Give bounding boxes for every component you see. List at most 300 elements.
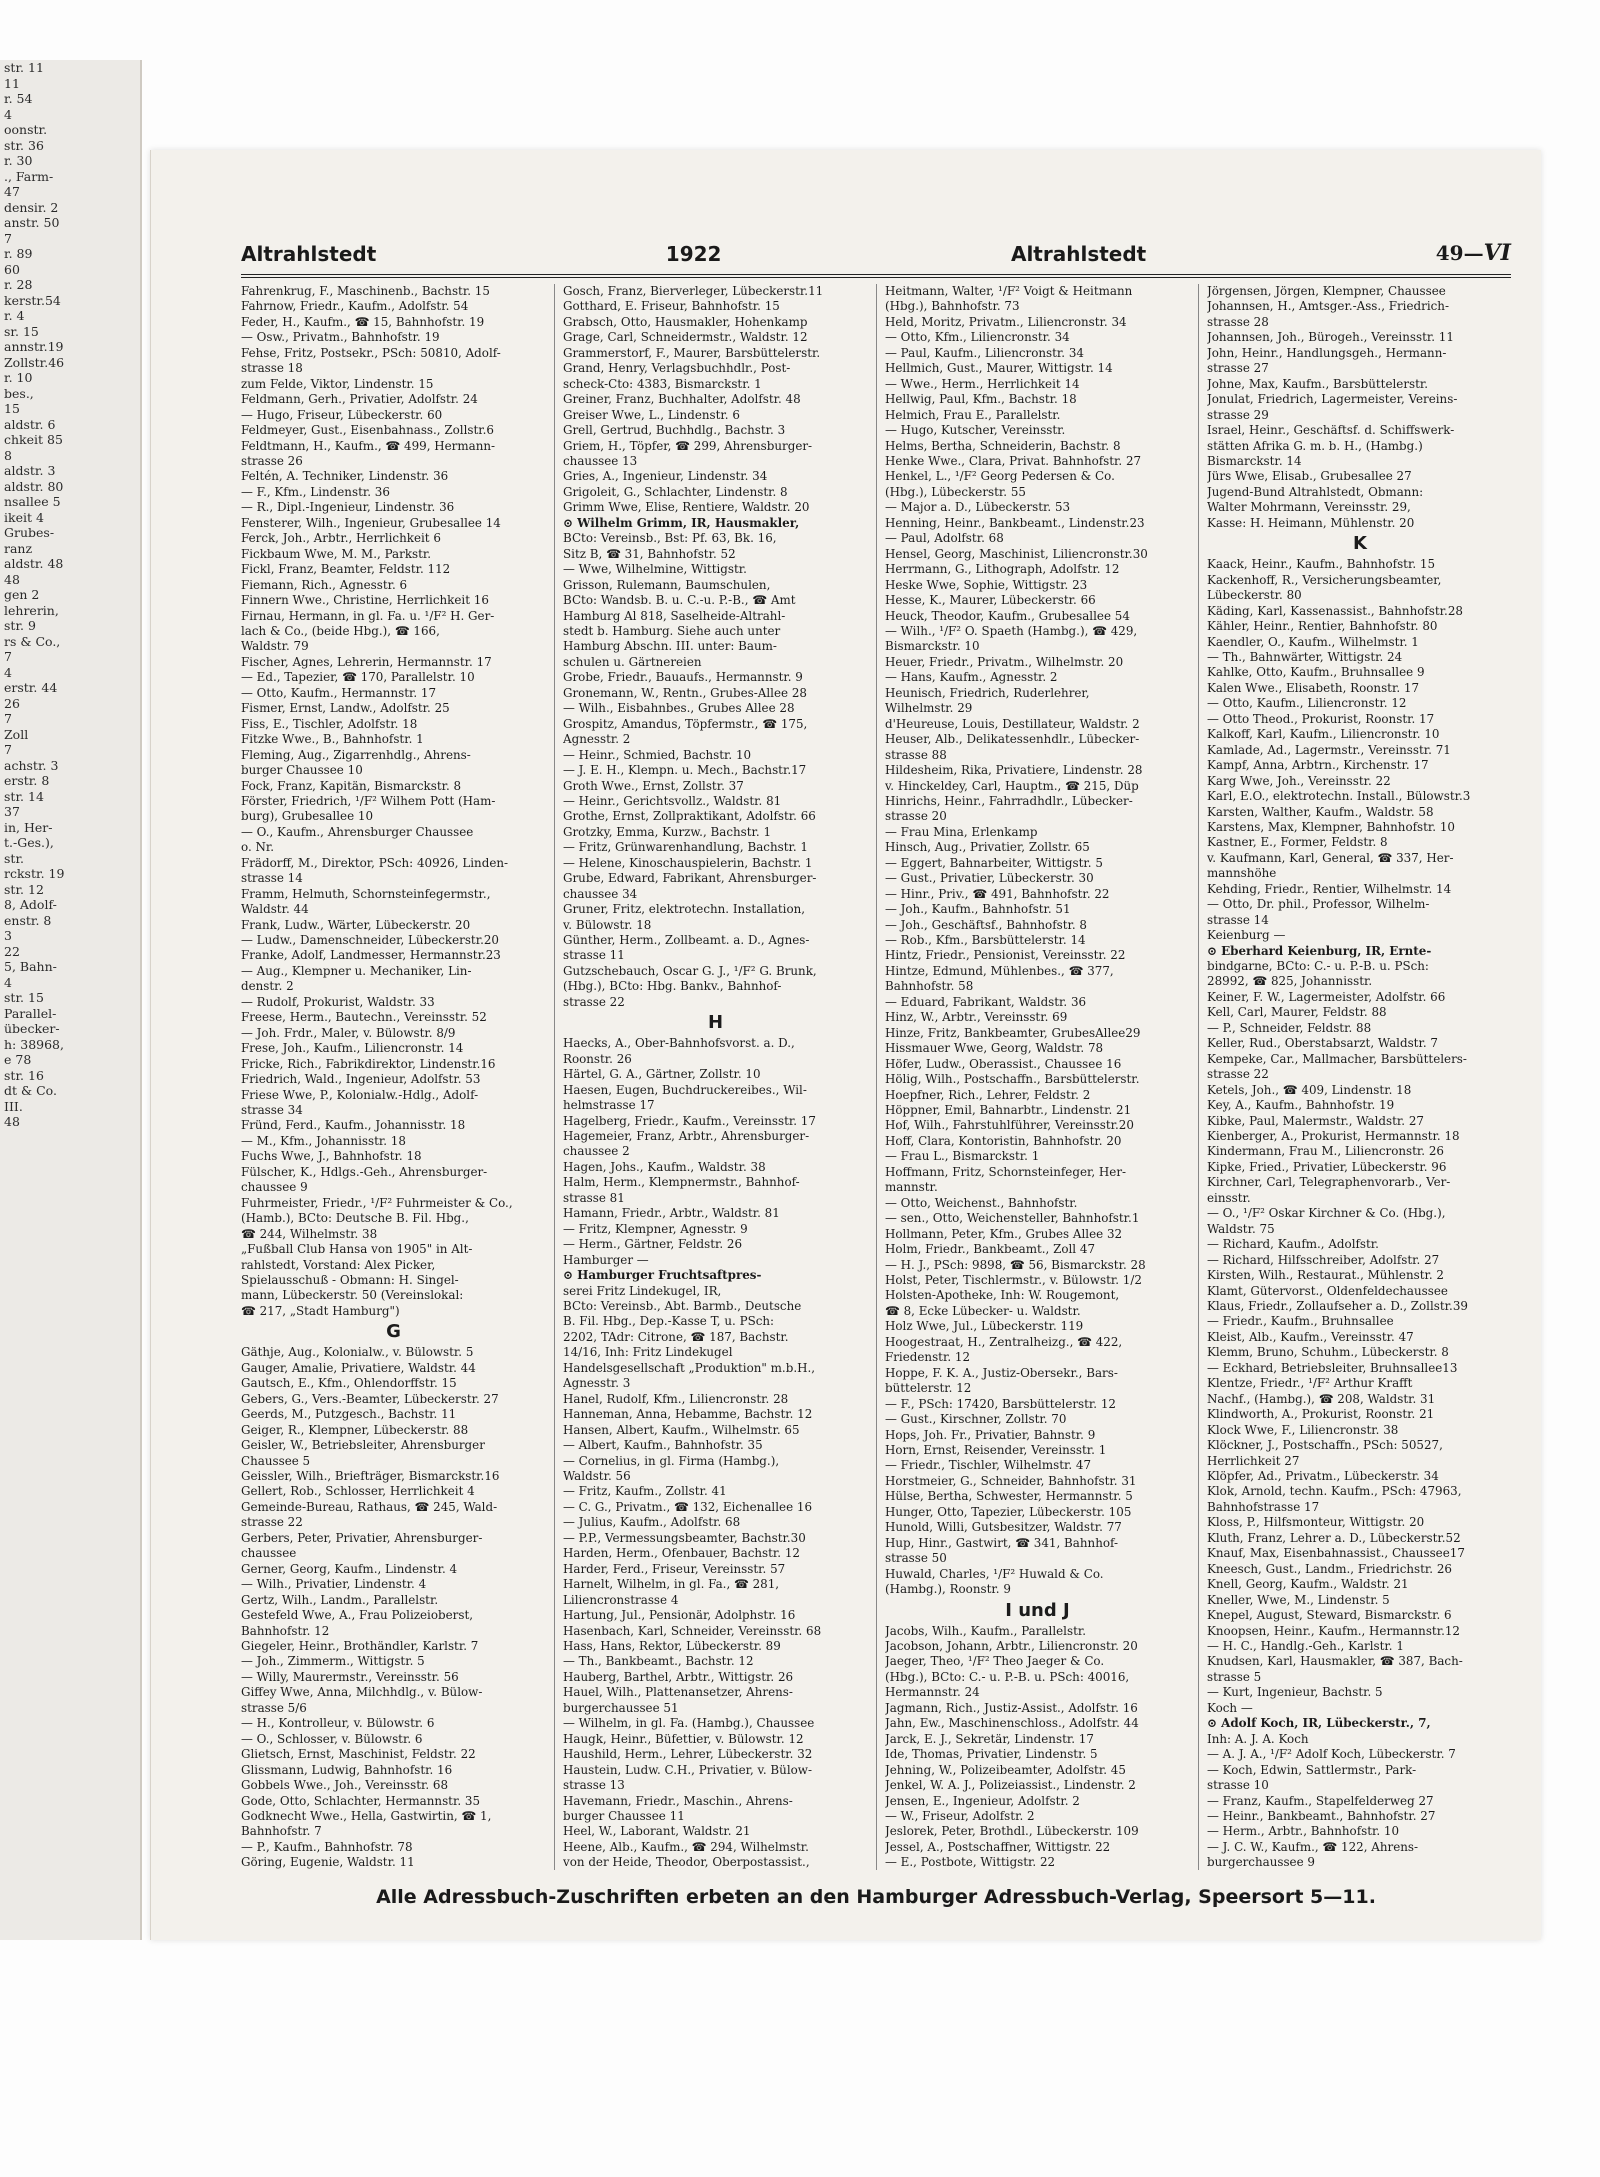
left-page-fragment: aldstr. 80 [4, 478, 64, 494]
left-page-edge [0, 60, 142, 1940]
directory-entry: Hamburger — [563, 1252, 649, 1267]
header-right-place: Altrahlstedt [1010, 242, 1147, 266]
directory-entry: Heunisch, Friedrich, Ruderlehrer, [885, 685, 1090, 700]
directory-entry: Koch — [1207, 1700, 1253, 1715]
directory-entry: Hamburg Abschn. III. unter: Baum- [563, 639, 777, 654]
directory-entry: — P., Schneider, Feldstr. 88 [1207, 1020, 1372, 1035]
directory-entry: serei Fritz Lindekugel, IR, [563, 1283, 722, 1298]
running-header [241, 230, 1511, 266]
directory-entry: Helmich, Frau E., Parallelstr. [885, 407, 1061, 422]
directory-entry: Ketels, Joh., ☎ 409, Lindenstr. 18 [1207, 1082, 1412, 1097]
directory-entry: chaussee 34 [563, 886, 638, 901]
directory-entry: — Heinr., Schmied, Bachstr. 10 [563, 747, 752, 762]
directory-entry: Hoogestraat, H., Zentralheizg., ☎ 422, [885, 1334, 1123, 1349]
directory-entry: Jehning, W., Polizeibeamter, Adolfstr. 45 [885, 1762, 1126, 1777]
directory-entry: — Eckhard, Betriebsleiter, Bruhnsallee13 [1207, 1360, 1458, 1375]
directory-entry: Hass, Hans, Rektor, Lübeckerstr. 89 [563, 1638, 781, 1653]
directory-entry: — Koch, Edwin, Sattlermstr., Park- [1207, 1762, 1417, 1777]
directory-entry: — Otto, Weichenst., Bahnhofstr. [885, 1195, 1078, 1210]
column-1 [233, 284, 555, 1870]
left-page-fragment: 22 [4, 943, 20, 959]
directory-entry: — Otto, Kfm., Liliencronstr. 34 [885, 330, 1070, 345]
directory-entry: — Julius, Kaufm., Adolfstr. 68 [563, 1515, 741, 1530]
directory-entry: Geerds, M., Putzgesch., Bachstr. 11 [241, 1407, 457, 1422]
directory-entry: Fickl, Franz, Beamter, Feldstr. 112 [241, 562, 451, 577]
directory-entry: strasse 34 [241, 1103, 303, 1118]
publisher-footer: Alle Adressbuch-Zuschriften erbeten an den Hamburger Adressbuch-Verlag, Speersort 5—11. [376, 1886, 1376, 1908]
directory-entry: Helms, Bertha, Schneiderin, Bachstr. 8 [885, 438, 1121, 453]
directory-entry: Roonstr. 26 [563, 1051, 632, 1066]
header-rule [241, 274, 1511, 278]
directory-entry: Henke Wwe., Clara, Privat. Bahnhofstr. 27 [885, 453, 1142, 468]
directory-entry: Hintze, Edmund, Mühlenbes., ☎ 377, [885, 963, 1114, 978]
directory-entry: Kalen Wwe., Elisabeth, Roonstr. 17 [1207, 680, 1420, 695]
left-page-fragment: dt & Co. [4, 1083, 57, 1098]
left-page-fragment: str. 36 [4, 137, 44, 153]
directory-entry: Heuck, Theodor, Kaufm., Grubesallee 54 [885, 608, 1130, 623]
directory-entry: Hinsch, Aug., Privatier, Zollstr. 65 [885, 840, 1090, 855]
directory-entry: Jenkel, W. A. J., Polizeiassist., Lindenstr. 2 [885, 1778, 1136, 1793]
directory-entry: (Hamb.), BCto: Deutsche B. Fil. Hbg., [241, 1211, 469, 1226]
left-page-fragment: str. 12 [4, 881, 44, 897]
directory-entry: Freese, Herm., Bautechn., Vereinsstr. 52 [241, 1010, 487, 1025]
directory-entry: B. Fil. Hbg., Dep.-Kasse T, u. PSch: [563, 1314, 775, 1329]
directory-entry: Kipke, Fried., Privatier, Lübeckerstr. 96 [1207, 1159, 1447, 1174]
directory-entry: strasse 88 [885, 747, 947, 762]
directory-entry: Grand, Henry, Verlagsbuchhdlr., Post- [563, 361, 791, 376]
column-4 [1199, 284, 1521, 1870]
directory-entry: (Hambg.), Roonstr. 9 [885, 1582, 1011, 1597]
directory-entry: John, Heinr., Handlungsgeh., Hermann- [1207, 345, 1447, 360]
directory-entry: Grabsch, Otto, Hausmakler, Hohenkamp [563, 314, 808, 329]
directory-entry: burg), Grubesallee 10 [241, 809, 374, 824]
directory-entry: Godknecht Wwe., Hella, Gastwirtin, ☎ 1, [241, 1808, 492, 1823]
directory-entry: Horstmeier, G., Schneider, Bahnhofstr. 31 [885, 1473, 1137, 1488]
directory-entry: Hartung, Jul., Pensionär, Adolphstr. 16 [563, 1608, 796, 1623]
directory-entry: Hansen, Albert, Kaufm., Wilhelmstr. 65 [563, 1422, 800, 1437]
directory-entry: BCto: Vereinsb., Abt. Barmb., Deutsche [563, 1299, 802, 1313]
directory-entry: Kaendler, O., Kaufm., Wilhelmstr. 1 [1207, 634, 1419, 649]
directory-entry: Hamburg Al 818, Saselheide-Altrahl- [563, 608, 786, 623]
directory-entry: burger Chaussee 11 [563, 1808, 685, 1823]
directory-entry: Kaack, Heinr., Kaufm., Bahnhofstr. 15 [1207, 557, 1436, 572]
directory-entry: — Paul, Adolfstr. 68 [885, 531, 1004, 546]
left-page-fragment: erstr. 8 [4, 773, 50, 788]
directory-entry: — Wwe, Wilhelmine, Wittigstr. [563, 562, 747, 577]
directory-entry: Feldmann, Gerh., Privatier, Adolfstr. 24 [241, 392, 478, 407]
directory-entry: ⊙ Wilhelm Grimm, IR, Hausmakler, [563, 515, 800, 530]
directory-entry: Gronemann, W., Rentn., Grubes-Allee 28 [563, 685, 807, 700]
left-page-fragment: t.-Ges.), [4, 835, 54, 850]
directory-entry: 14/16, Inh: Fritz Lindekugel [563, 1345, 733, 1360]
directory-entry: — Cornelius, in gl. Firma (Hambg.), [563, 1453, 780, 1468]
left-page-fragment: 8, Adolf- [4, 897, 57, 912]
directory-entry: Hinrichs, Heinr., Fahrradhdlr., Lübecker- [885, 793, 1133, 808]
directory-entry: Kalkoff, Karl, Kaufm., Liliencronstr. 10 [1207, 727, 1440, 742]
directory-entry: strasse 10 [1207, 1778, 1269, 1793]
left-page-fragment: 11 [4, 75, 20, 91]
directory-entry: — Gust., Privatier, Lübeckerstr. 30 [885, 871, 1094, 886]
left-page-fragment: ranz [4, 540, 33, 556]
directory-entry: — Albert, Kaufm., Bahnhofstr. 35 [563, 1438, 763, 1453]
directory-entry: Fleming, Aug., Zigarrenhdlg., Ahrens- [241, 747, 471, 762]
left-page-fragment: 47 [4, 184, 20, 199]
directory-entry: — Otto Theod., Prokurist, Roonstr. 17 [1207, 711, 1435, 726]
directory-entry: Fock, Franz, Kapitän, Bismarckstr. 8 [241, 778, 462, 793]
left-page-fragment: 4 [4, 664, 12, 680]
directory-entry: Knudsen, Karl, Hausmakler, ☎ 387, Bach- [1207, 1654, 1463, 1669]
left-page-fragment: aldstr. 48 [4, 556, 64, 571]
directory-entry: Jacobs, Wilh., Kaufm., Parallelstr. [885, 1623, 1087, 1638]
header-left-place: Altrahlstedt [241, 242, 377, 266]
directory-entry: Grisson, Rulemann, Baumschulen, [563, 577, 771, 592]
directory-entry: Franke, Adolf, Landmesser, Hermannstr.23 [241, 948, 501, 963]
directory-entry: Nachf., (Hambg.), ☎ 208, Waldstr. 31 [1207, 1391, 1436, 1406]
directory-entry: — M., Kfm., Johannisstr. 18 [241, 1133, 406, 1148]
directory-entry: strasse 22 [241, 1515, 303, 1530]
page-number [1436, 240, 1511, 266]
directory-entry: Fiemann, Rich., Agnesstr. 6 [241, 577, 408, 592]
directory-entry: Heuer, Friedr., Privatm., Wilhelmstr. 20 [885, 654, 1124, 669]
directory-entry: Hölig, Wilh., Postschaffn., Barsbüttelerstr. [885, 1072, 1140, 1087]
directory-entry: Holm, Friedr., Bankbeamt., Zoll 47 [885, 1242, 1096, 1257]
directory-entry: — Eggert, Bahnarbeiter, Wittigstr. 5 [885, 855, 1103, 870]
left-page-fragment: 26 [4, 695, 20, 711]
directory-entry: Fensterer, Wilh., Ingenieur, Grubesallee 14 [241, 515, 501, 530]
directory-entry: Klöckner, J., Postschaffn., PSch: 50527, [1207, 1438, 1443, 1453]
directory-entry: (Hbg.), Bahnhofstr. 73 [885, 299, 1020, 314]
directory-entry: — Hugo, Kutscher, Vereinsstr. [885, 423, 1066, 438]
directory-entry: Kackenhoff, R., Versicherungsbeamter, [1207, 572, 1442, 587]
directory-entry: — A. J. A., ¹/F² Adolf Koch, Lübeckerstr. 7 [1207, 1747, 1456, 1762]
directory-entry: Hollmann, Peter, Kfm., Grubes Allee 32 [885, 1226, 1123, 1241]
directory-entry: Grimm Wwe, Elise, Rentiere, Waldstr. 20 [563, 500, 810, 515]
directory-entry: — Fritz, Kaufm., Zollstr. 41 [563, 1484, 727, 1499]
directory-entry: Grothe, Ernst, Zollpraktikant, Adolfstr. 66 [563, 809, 816, 824]
directory-entry: v. Kaufmann, Karl, General, ☎ 337, Her- [1207, 850, 1454, 865]
directory-entry: Klamt, Gütervorst., Oldenfeldechaussee [1207, 1283, 1448, 1298]
directory-entry: Key, A., Kaufm., Bahnhofstr. 19 [1207, 1098, 1395, 1113]
left-page-fragment: 4 [4, 974, 12, 990]
directory-entry: Giffey Wwe, Anna, Milchhdlg., v. Bülow- [241, 1685, 483, 1700]
directory-entry: — Ludw., Damenschneider, Lübeckerstr.20 [241, 933, 499, 948]
directory-entry: Kehding, Friedr., Rentier, Wilhelmstr. 14 [1207, 881, 1452, 896]
directory-entry: Klindworth, A., Prokurist, Roonstr. 21 [1207, 1407, 1435, 1422]
directory-entry: von der Heide, Theodor, Oberpostassist., [563, 1855, 810, 1870]
left-page-fragment: Parallel- [4, 1005, 57, 1021]
directory-entry: Kell, Carl, Maurer, Feldstr. 88 [1207, 1005, 1387, 1020]
directory-entry: Heske Wwe, Sophie, Wittigstr. 23 [885, 577, 1088, 592]
directory-entry: — F., PSch: 17420, Barsbüttelerstr. 12 [885, 1396, 1116, 1411]
directory-entry: — Joh., Zimmerm., Wittigstr. 5 [241, 1654, 425, 1669]
directory-entry: einsstr. [1207, 1190, 1251, 1205]
directory-entry: Gruner, Fritz, elektrotechn. Installation, [563, 902, 806, 917]
directory-entry: Herrmann, G., Lithograph, Adolfstr. 12 [885, 562, 1120, 577]
directory-entry: Klentze, Friedr., ¹/F² Arthur Krafft [1207, 1376, 1413, 1391]
directory-entry: Hellmich, Gust., Maurer, Wittigstr. 14 [885, 361, 1113, 376]
directory-entry: Klöpfer, Ad., Privatm., Lübeckerstr. 34 [1207, 1468, 1439, 1483]
directory-entry: — Herm., Gärtner, Feldstr. 26 [563, 1237, 743, 1252]
directory-entry: Keiner, F. W., Lagermeister, Adolfstr. 66 [1207, 989, 1446, 1004]
page-number-arabic: 49— [1435, 241, 1484, 265]
directory-entry: — H., Kontrolleur, v. Bülowstr. 6 [241, 1716, 435, 1731]
directory-entry: Gosch, Franz, Bierverleger, Lübeckerstr.11 [563, 284, 824, 298]
directory-entry: Heuser, Alb., Delikatessenhdlr., Lübecker- [885, 732, 1140, 747]
directory-entry: Holst, Peter, Tischlermstr., v. Bülowstr. 1/2 [885, 1273, 1142, 1287]
left-page-fragment: rckstr. 19 [4, 866, 65, 881]
left-page-fragment: annstr.19 [4, 339, 64, 354]
directory-entry: Hof, Wilh., Fahrstuhlführer, Vereinsstr.20 [885, 1118, 1134, 1133]
left-page-fragment: rs & Co., [4, 633, 61, 649]
directory-entry: v. Hinckeldey, Carl, Hauptm., ☎ 215, Düp [885, 778, 1139, 793]
directory-entry: Bahnhofstr. 58 [885, 979, 974, 994]
directory-entry: chaussee 13 [563, 453, 638, 468]
directory-entry: Waldstr. 75 [1207, 1221, 1275, 1236]
directory-entry: Hensel, Georg, Maschinist, Liliencronstr.30 [885, 546, 1148, 561]
directory-entry: (Hbg.), BCto: Hbg. Bankv., Bahnhof- [563, 979, 782, 994]
directory-entry: Hup, Hinr., Gastwirt, ☎ 341, Bahnhof- [885, 1535, 1119, 1550]
left-page-fragment: chkeit 85 [4, 432, 63, 447]
directory-entry: Hagelberg, Friedr., Kaufm., Vereinsstr. 17 [563, 1113, 816, 1128]
left-page-fragment: r. 4 [4, 308, 25, 323]
directory-entry: — R., Dipl.-Ingenieur, Lindenstr. 36 [241, 500, 455, 515]
directory-entry: — Th., Bahnwärter, Wittigstr. 24 [1207, 649, 1403, 664]
directory-entry: Härtel, G. A., Gärtner, Zollstr. 10 [563, 1067, 761, 1082]
left-page-fragment: achstr. 3 [4, 757, 59, 773]
left-page-fragment: str. 16 [4, 1067, 44, 1083]
directory-entry: strasse 29 [1207, 407, 1269, 422]
directory-entry: — P.P., Vermessungsbeamter, Bachstr.30 [563, 1530, 806, 1545]
directory-entry: Hoepfner, Rich., Lehrer, Feldstr. 2 [885, 1087, 1091, 1102]
directory-entry: Grube, Edward, Fabrikant, Ahrensburger- [563, 871, 817, 886]
directory-entry: Grigoleit, G., Schlachter, Lindenstr. 8 [563, 484, 788, 499]
letter-heading: H [707, 1012, 724, 1034]
left-page-fragment: Zoll [4, 726, 29, 742]
directory-entry: Hinze, Fritz, Bankbeamter, GrubesAllee29 [885, 1025, 1141, 1040]
directory-entry: strasse 18 [241, 361, 303, 376]
directory-entry: Waldstr. 56 [563, 1468, 631, 1483]
directory-entry: helmstrasse 17 [563, 1098, 655, 1113]
directory-entry: Frädorff, M., Direktor, PSch: 40926, Linden- [241, 855, 509, 870]
directory-entry: Fehse, Fritz, Postsekr., PSch: 50810, Adolf- [241, 345, 501, 360]
directory-entry: — Otto, Kaufm., Liliencronstr. 12 [1207, 696, 1407, 711]
directory-entry: — Ed., Tapezier, ☎ 170, Parallelstr. 10 [241, 670, 475, 685]
left-page-fragment: str. 15 [4, 990, 44, 1005]
directory-entry: — Wilh., Eisbahnbes., Grubes Allee 28 [563, 701, 795, 716]
directory-entry: — Richard, Kaufm., Adolfstr. [1207, 1237, 1379, 1252]
directory-entry: — Franz, Kaufm., Stapelfelderweg 27 [1207, 1793, 1434, 1808]
directory-entry: — Kurt, Ingenieur, Bachstr. 5 [1207, 1685, 1383, 1700]
directory-entry: Knauf, Max, Eisenbahnassist., Chaussee17 [1207, 1546, 1465, 1561]
directory-entry: Feltén, A. Techniker, Lindenstr. 36 [241, 469, 449, 484]
letter-heading: K [1353, 533, 1367, 555]
left-page-fragment: enstr. 8 [4, 912, 52, 928]
left-page-fragment: nsallee 5 [4, 494, 61, 509]
directory-entry: strasse 5 [1207, 1669, 1262, 1684]
directory-entry: Knell, Georg, Kaufm., Waldstr. 21 [1207, 1577, 1409, 1592]
directory-entry: Höfer, Ludw., Oberassist., Chaussee 16 [885, 1056, 1122, 1071]
directory-entry: Bismarckstr. 14 [1207, 453, 1302, 468]
column-3 [877, 284, 1199, 1870]
left-page-fragment: densir. 2 [4, 199, 59, 215]
directory-entry: stätten Afrika G. m. b. H., (Hambg.) [1207, 438, 1423, 453]
directory-entry: Fiss, E., Tischler, Adolfstr. 18 [241, 716, 418, 731]
directory-entry: Waldstr. 79 [241, 639, 309, 654]
directory-entry: — O., ¹/F² Oskar Kirchner & Co. (Hbg.), [1207, 1206, 1446, 1221]
directory-entry: Heitmann, Walter, ¹/F² Voigt & Heitmann [885, 284, 1133, 298]
directory-entry: Sitz B, ☎ 31, Bahnhofstr. 52 [563, 546, 736, 561]
directory-entry: — Helene, Kinoschauspielerin, Bachstr. 1 [563, 855, 813, 870]
directory-entry: Keller, Rud., Oberstabsarzt, Waldstr. 7 [1207, 1036, 1438, 1051]
directory-entry: — Wilhelm, in gl. Fa. (Hambg.), Chaussee [563, 1716, 815, 1731]
column-2 [555, 284, 877, 1870]
directory-entry: Haugk, Heinr., Büfettier, v. Bülowstr. 12 [563, 1731, 804, 1746]
directory-entry: — Hans, Kaufm., Agnesstr. 2 [885, 670, 1058, 685]
directory-entry: Gode, Otto, Schlachter, Hermannstr. 35 [241, 1793, 481, 1808]
directory-entry: mann, Lübeckerstr. 50 (Vereinslokal: [241, 1288, 464, 1303]
directory-entry: Greiner, Franz, Buchhalter, Adolfstr. 48 [563, 392, 801, 407]
directory-entry: Jacobson, Johann, Arbtr., Liliencronstr. 20 [885, 1638, 1138, 1653]
directory-entry: Feder, H., Kaufm., ☎ 15, Bahnhofstr. 19 [241, 314, 485, 329]
left-page-fragment: übecker- [4, 1021, 60, 1036]
directory-entry: — O., Kaufm., Ahrensburger Chaussee [241, 824, 474, 839]
left-page-fragment: aldstr. 6 [4, 416, 56, 432]
directory-entry: chaussee [241, 1546, 297, 1561]
directory-entry: Friedrich, Wald., Ingenieur, Adolfstr. 53 [241, 1072, 481, 1087]
directory-entry: — E., Postbote, Wittigstr. 22 [885, 1855, 1056, 1870]
directory-entry: Gertz, Wilh., Landm., Parallelstr. [241, 1592, 439, 1607]
directory-entry: — J. C. W., Kaufm., ☎ 122, Ahrens- [1207, 1839, 1419, 1854]
directory-entry: Held, Moritz, Privatm., Liliencronstr. 34 [885, 314, 1127, 329]
directory-entry: ☎ 8, Ecke Lübecker- u. Waldstr. [885, 1303, 1081, 1318]
directory-columns [233, 284, 1521, 1870]
directory-entry: strasse 13 [563, 1778, 625, 1793]
directory-entry: Waldstr. 44 [241, 902, 309, 917]
directory-entry: Gauger, Amalie, Privatiere, Waldstr. 44 [241, 1360, 476, 1375]
directory-entry: Holz Wwe, Jul., Lübeckerstr. 119 [885, 1319, 1084, 1334]
left-page-fragment: kerstr.54 [4, 292, 61, 308]
directory-entry: Israel, Heinr., Geschäftsf. d. Schiffswerk- [1207, 423, 1455, 438]
directory-entry: Horn, Ernst, Reisender, Vereinsstr. 1 [885, 1442, 1107, 1457]
directory-entry: Firnau, Hermann, in gl. Fa. u. ¹/F² H. Ger- [241, 608, 495, 623]
directory-entry: Frank, Ludw., Wärter, Lübeckerstr. 20 [241, 917, 471, 932]
directory-entry: Kirchner, Carl, Telegraphenvorarb., Ver- [1207, 1175, 1451, 1190]
directory-entry: Kleist, Alb., Kaufm., Vereinsstr. 47 [1207, 1329, 1414, 1344]
directory-entry: — Rudolf, Prokurist, Waldstr. 33 [241, 994, 435, 1009]
directory-entry: Hops, Joh. Fr., Privatier, Bahnstr. 9 [885, 1427, 1096, 1442]
directory-entry: strasse 14 [241, 871, 303, 886]
directory-entry: — Osw., Privatm., Bahnhofstr. 19 [241, 330, 440, 345]
directory-entry: Jessel, A., Postschaffner, Wittigstr. 22 [885, 1839, 1111, 1854]
directory-entry: — Wilh., Privatier, Lindenstr. 4 [241, 1577, 427, 1592]
left-page-fragment: str. 11 [4, 60, 44, 75]
left-page-fragment: gen 2 [4, 587, 40, 602]
directory-entry: Henkel, L., ¹/F² Georg Pedersen & Co. [885, 469, 1115, 484]
directory-entry: Gebers, G., Vers.-Beamter, Lübeckerstr. 27 [241, 1391, 499, 1406]
directory-entry: Grospitz, Amandus, Töpfermstr., ☎ 175, [563, 716, 808, 731]
directory-entry: Herrlichkeit 27 [1207, 1453, 1300, 1468]
left-page-fragment: str. [4, 850, 25, 866]
directory-entry: — Th., Bankbeamt., Bachstr. 12 [563, 1654, 754, 1669]
directory-entry: Hamann, Friedr., Arbtr., Waldstr. 81 [563, 1206, 780, 1221]
directory-entry: Grobe, Friedr., Bauaufs., Hermannstr. 9 [563, 670, 803, 685]
directory-entry: Kamlade, Ad., Lagermstr., Vereinsstr. 71 [1207, 742, 1451, 757]
left-page-fragment: 7 [4, 742, 12, 757]
directory-entry: Bahnhofstrasse 17 [1207, 1499, 1320, 1514]
left-page-fragment: r. 10 [4, 370, 33, 385]
directory-entry: burger Chaussee 10 [241, 763, 363, 778]
directory-entry: v. Bülowstr. 18 [563, 917, 652, 932]
directory-entry: Knepel, August, Steward, Bismarckstr. 6 [1207, 1608, 1452, 1623]
directory-entry: Johannsen, H., Amtsger.-Ass., Friedrich- [1207, 299, 1449, 314]
directory-entry: Holsten-Apotheke, Inh: W. Rougemont, [885, 1288, 1120, 1303]
directory-entry: strasse 11 [563, 948, 625, 963]
left-page-fragment: anstr. 50 [4, 215, 60, 230]
directory-entry: ☎ 217, „Stadt Hamburg") [241, 1303, 400, 1318]
directory-entry: Frese, Joh., Kaufm., Liliencronstr. 14 [241, 1041, 464, 1056]
directory-entry: scheck-Cto: 4383, Bismarckstr. 1 [563, 376, 762, 391]
directory-entry: — H. C., Handlg.-Geh., Karlstr. 1 [1207, 1638, 1404, 1653]
directory-entry: Hildesheim, Rika, Privatiere, Lindenstr. 28 [885, 763, 1143, 778]
directory-entry: Klaus, Friedr., Zollaufseher a. D., Zollstr.39 [1207, 1299, 1468, 1313]
directory-entry: ⊙ Eberhard Keienburg, IR, Ernte- [1207, 943, 1432, 958]
left-page-fragment: in, Her- [4, 819, 53, 835]
directory-entry: Heel, W., Laborant, Waldstr. 21 [563, 1824, 751, 1839]
directory-entry: strasse 50 [885, 1551, 947, 1566]
directory-entry: (Hbg.), Lübeckerstr. 55 [885, 484, 1026, 499]
directory-entry: Karl, E.O., elektrotechn. Install., Bülowstr.3 [1207, 789, 1471, 804]
directory-entry: Jensen, E., Ingenieur, Adolfstr. 2 [885, 1793, 1080, 1808]
directory-entry: BCto: Wandsb. B. u. C.-u. P.-B., ☎ Amt [563, 593, 796, 608]
directory-entry: Hintz, Friedr., Pensionist, Vereinsstr. 22 [885, 948, 1126, 963]
left-page-fragment: r. 89 [4, 246, 33, 261]
directory-entry: Käding, Karl, Kassenassist., Bahnhofstr.28 [1207, 603, 1463, 618]
directory-page [150, 150, 1541, 1940]
directory-entry: Keienburg — [1207, 928, 1286, 943]
directory-entry: — Aug., Klempner u. Mechaniker, Lin- [241, 963, 472, 978]
directory-entry: Hülse, Bertha, Schwester, Hermannstr. 5 [885, 1489, 1133, 1504]
directory-entry: — Friedr., Tischler, Wilhelmstr. 47 [885, 1458, 1092, 1473]
directory-entry: Friese Wwe, P., Kolonialw.-Hdlg., Adolf- [241, 1087, 479, 1102]
directory-entry: Hissmauer Wwe, Georg, Waldstr. 78 [885, 1041, 1104, 1056]
directory-entry: Kloss, P., Hilfsmonteur, Wittigstr. 20 [1207, 1515, 1425, 1530]
directory-entry: Klock Wwe, F., Liliencronstr. 38 [1207, 1422, 1399, 1437]
directory-entry: Gestefeld Wwe, A., Frau Polizeioberst, [241, 1608, 474, 1623]
directory-entry: bindgarne, BCto: C.- u. P.-B. u. PSch: [1207, 959, 1429, 974]
directory-entry: d'Heureuse, Louis, Destillateur, Waldstr. 2 [885, 716, 1140, 731]
directory-entry: Walter Mohrmann, Vereinsstr. 29, [1207, 500, 1411, 515]
directory-entry: Griem, H., Töpfer, ☎ 299, Ahrensburger- [563, 438, 813, 453]
directory-entry: (Hbg.), BCto: C.- u. P.-B. u. PSch: 40016, [885, 1669, 1130, 1684]
left-page-fragment: 7 [4, 230, 12, 246]
left-page-fragment: 7 [4, 711, 12, 726]
directory-entry: Hauel, Wilh., Plattenansetzer, Ahrens- [563, 1685, 793, 1700]
directory-entry: Fickbaum Wwe, M. M., Parkstr. [241, 546, 432, 561]
directory-entry: Kastner, E., Former, Feldstr. 8 [1207, 835, 1388, 850]
directory-entry: strasse 28 [1207, 314, 1269, 329]
directory-entry: Kahlke, Otto, Kaufm., Bruhnsallee 9 [1207, 665, 1425, 680]
page-number-roman: VI [1483, 240, 1511, 266]
directory-entry: Harden, Herm., Ofenbauer, Bachstr. 12 [563, 1546, 800, 1561]
directory-entry: Johne, Max, Kaufm., Barsbüttelerstr. [1207, 376, 1429, 391]
left-page-fragment: r. 28 [4, 277, 33, 292]
left-page-fragment: 37 [4, 804, 20, 819]
directory-entry: Harder, Ferd., Friseur, Vereinsstr. 57 [563, 1561, 786, 1576]
directory-entry: Kindermann, Frau M., Liliencronstr. 26 [1207, 1144, 1444, 1159]
directory-entry: Karg Wwe, Joh., Vereinsstr. 22 [1207, 773, 1391, 788]
left-page-fragment: III. [4, 1098, 23, 1114]
directory-entry: Grotzky, Emma, Kurzw., Bachstr. 1 [563, 824, 772, 839]
